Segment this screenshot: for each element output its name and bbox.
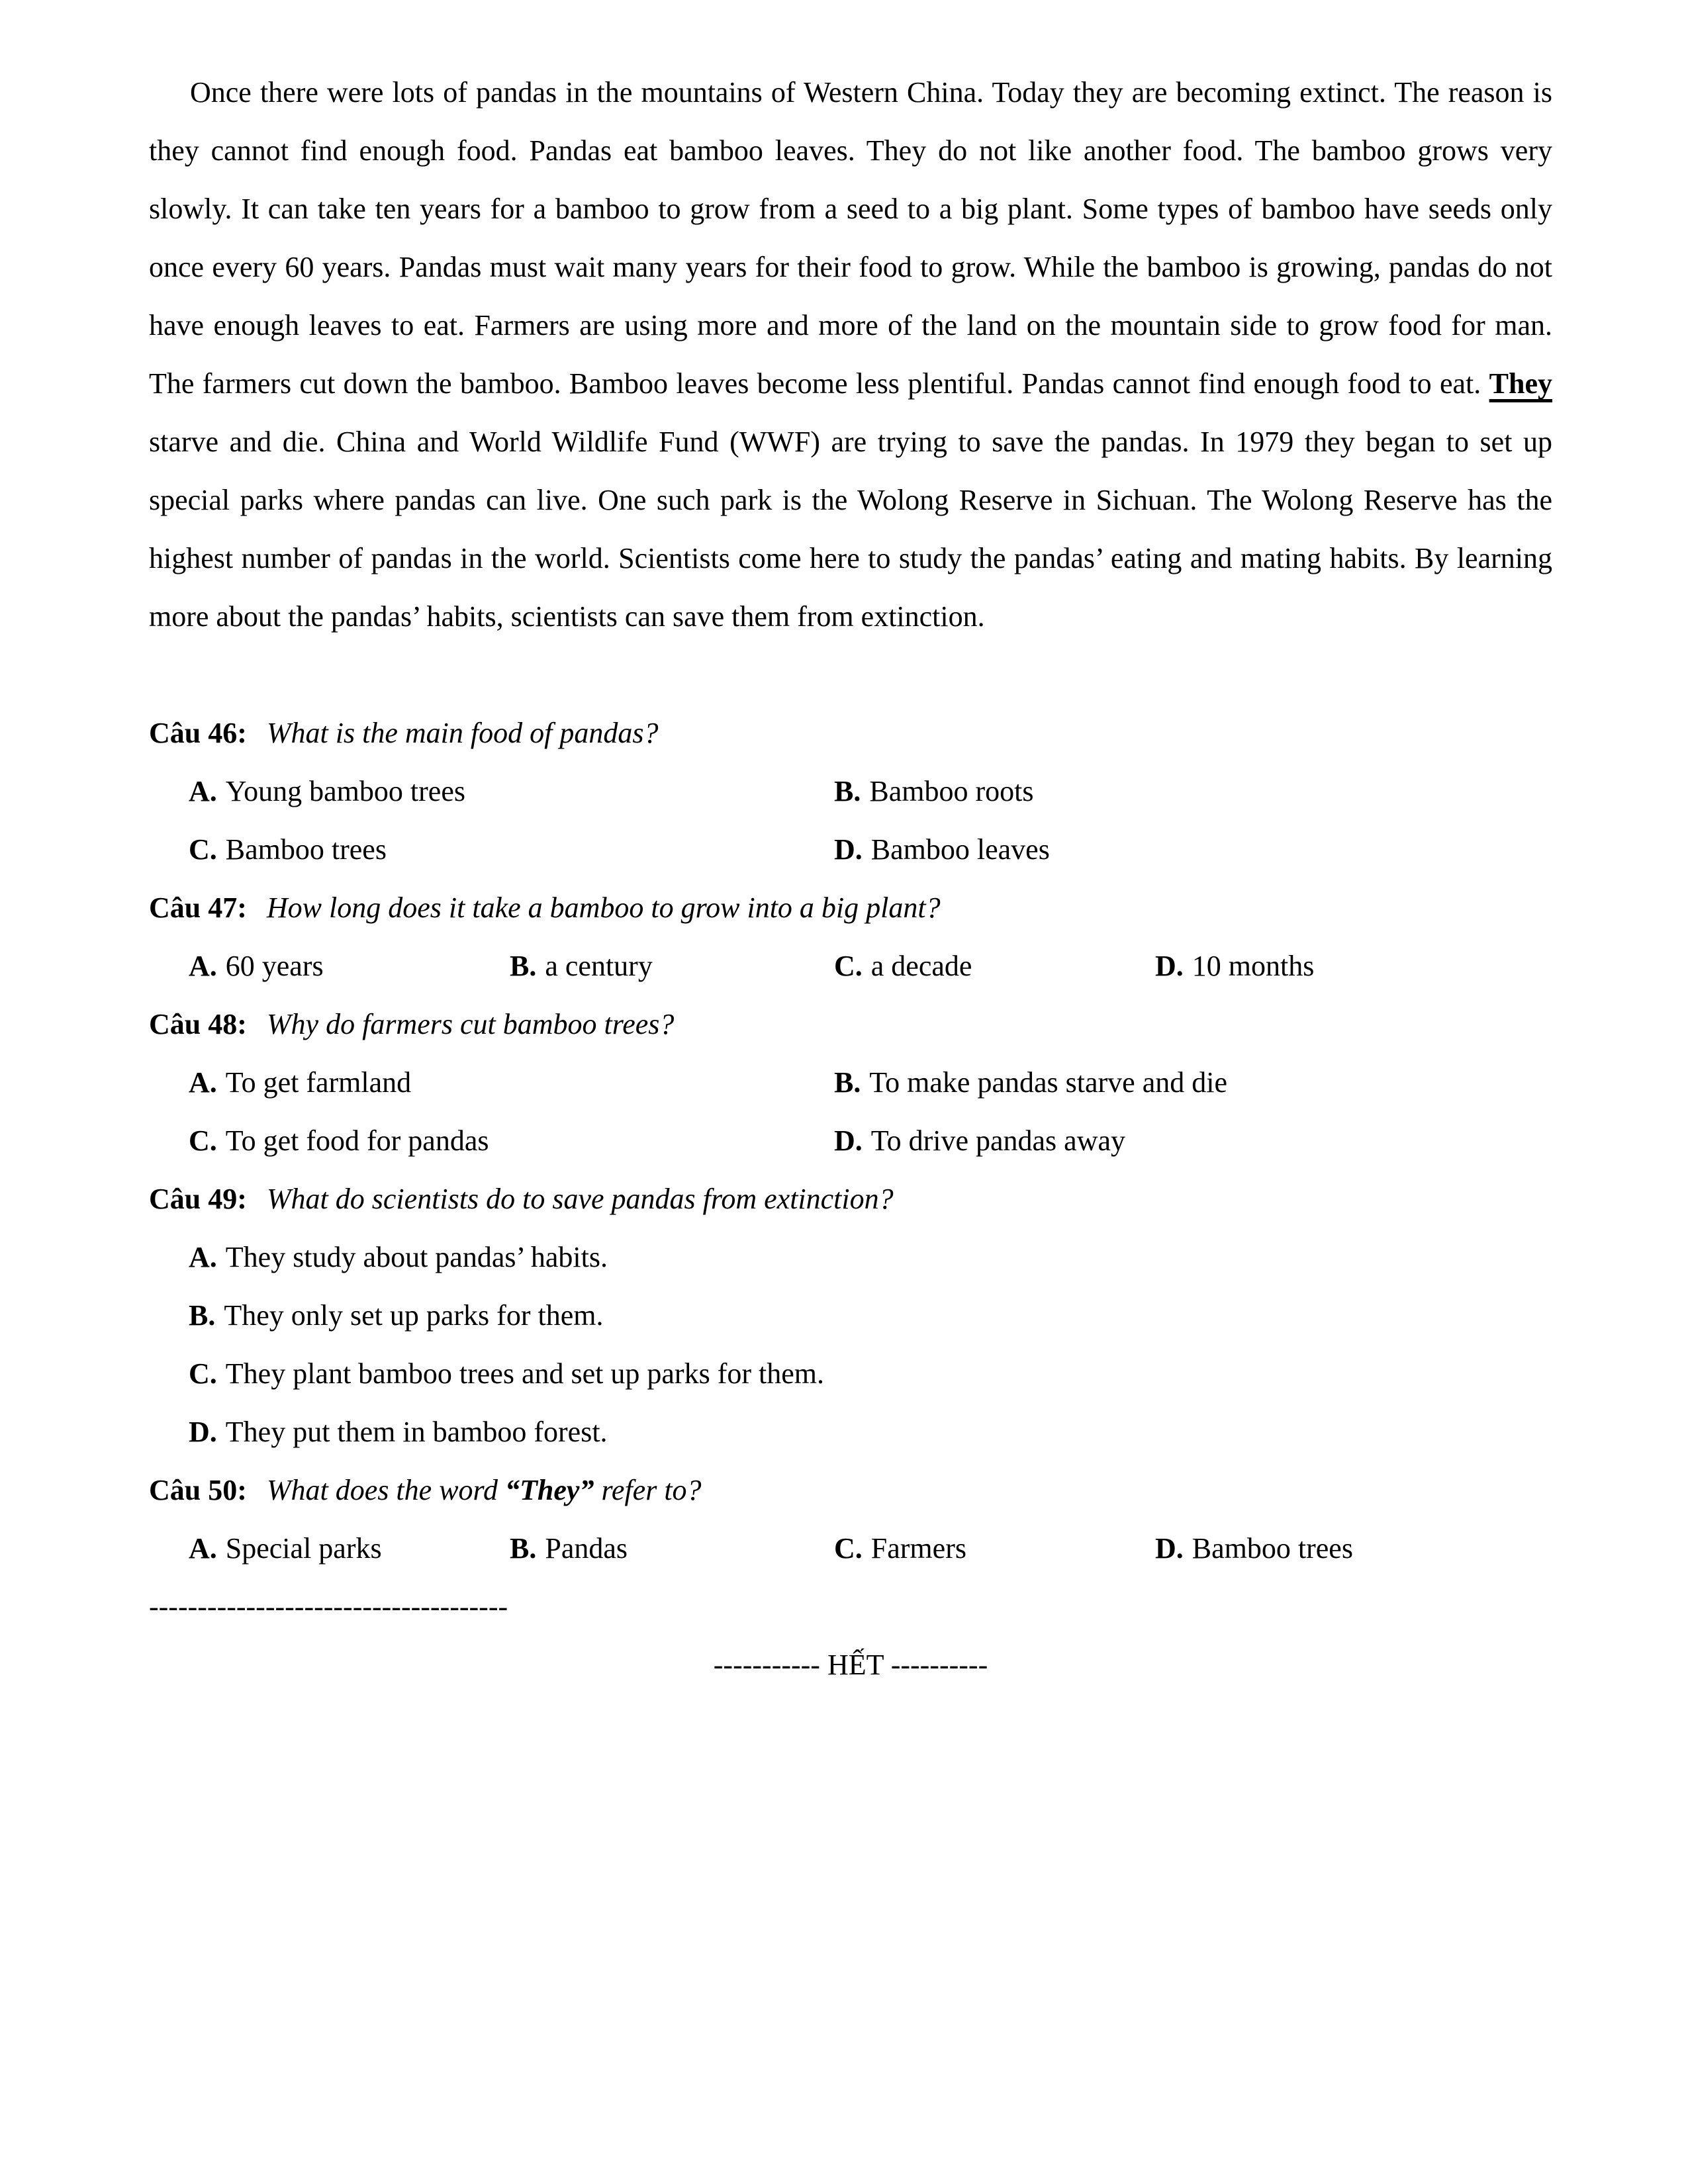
question-47-text: How long does it take a bamboo to grow into a big plant? [266,891,941,924]
option-49-c-letter: C. [189,1357,217,1390]
option-47-c-letter: C. [834,950,863,982]
option-48-a-letter: A. [189,1066,217,1099]
question-49-label: Câu 49: [149,1183,247,1215]
option-49-d-text: They put them in bamboo forest. [225,1416,608,1448]
question-46-label: Câu 46: [149,717,247,749]
option-50-d-letter: D. [1155,1532,1184,1565]
option-49-b-letter: B. [189,1299,216,1332]
question-50 [149,1461,1552,1520]
passage-highlight-they: They [1489,367,1552,400]
option-49-d-letter: D. [189,1416,217,1448]
option-47-a-text: 60 years [225,950,324,982]
option-48-d-letter: D. [834,1124,863,1157]
option-47-a [189,937,510,995]
option-50-d [1155,1520,1353,1578]
option-47-b [510,937,834,995]
option-47-c-text: a decade [870,950,972,982]
question-46-options-row-2 [149,821,1552,879]
option-50-c-letter: C. [834,1532,863,1565]
option-46-a-letter: A. [189,775,217,807]
question-49-option-d-row [149,1403,1552,1461]
question-50-text-after: refer to? [594,1474,702,1506]
end-of-test-line: ----------- HẾT ---------- [713,1649,988,1681]
question-50-label: Câu 50: [149,1474,247,1506]
passage-text-after: starve and die. China and World Wildlife Fund (WWF) are trying to save the pandas. In 1979 they began to set up special parks where pandas can live. One such park is the Wolong Reserve in Sichuan. The Wolong Reserve has the highest number of pandas in the world. Scientists come here to study the pandas’ eating and mating habits. By learning more about the pandas’ habits, scientists can save them from extinction. [149,426,1552,633]
question-48-options-row-1 [149,1054,1552,1112]
option-50-d-text: Bamboo trees [1192,1532,1353,1565]
option-50-a-letter: A. [189,1532,217,1565]
option-46-c [189,821,834,879]
option-48-c-letter: C. [189,1124,217,1157]
option-48-c [189,1112,834,1170]
question-49-option-a-row [149,1228,1552,1287]
option-50-b [510,1520,834,1578]
option-50-a-text: Special parks [225,1532,382,1565]
question-47-options-row-1 [149,937,1552,995]
option-50-b-letter: B. [510,1532,537,1565]
option-50-b-text: Pandas [545,1532,628,1565]
question-48 [149,995,1552,1054]
option-48-b-text: To make pandas starve and die [869,1066,1227,1099]
option-49-d [189,1403,608,1461]
question-48-text: Why do farmers cut bamboo trees? [266,1008,675,1040]
question-50-they-word: “They” [505,1474,594,1506]
option-48-a-text: To get farmland [225,1066,412,1099]
option-47-d-letter: D. [1155,950,1184,982]
question-50-text [267,1474,702,1506]
option-49-b [189,1287,603,1345]
option-47-b-letter: B. [510,950,537,982]
option-46-b-letter: B. [834,775,861,807]
question-48-label: Câu 48: [149,1008,247,1040]
option-50-c [834,1520,1155,1578]
option-46-b-text: Bamboo roots [869,775,1034,807]
option-50-a [189,1520,510,1578]
question-47 [149,879,1552,937]
option-47-a-letter: A. [189,950,217,982]
option-46-d-letter: D. [834,833,863,866]
question-46-options-row-1 [149,762,1552,821]
option-50-c-text: Farmers [870,1532,966,1565]
option-47-d [1155,937,1314,995]
option-47-b-text: a century [545,950,653,982]
option-49-b-text: They only set up parks for them. [224,1299,604,1332]
option-48-b-letter: B. [834,1066,861,1099]
option-48-d-text: To drive pandas away [870,1124,1126,1157]
question-49-text: What do scientists do to save pandas from extinction? [266,1183,894,1215]
question-50-text-before: What does the word [266,1474,506,1506]
question-46-text: What is the main food of pandas? [266,717,659,749]
option-49-c [189,1345,824,1403]
option-49-c-text: They plant bamboo trees and set up parks for them. [225,1357,824,1390]
question-49 [149,1170,1552,1228]
reading-passage [149,64,1552,646]
option-49-a-letter: A. [189,1241,217,1273]
question-47-label: Câu 47: [149,891,247,924]
option-49-a [189,1228,608,1287]
question-48-options-row-2 [149,1112,1552,1170]
option-47-c [834,937,1155,995]
option-46-a-text: Young bamboo trees [225,775,465,807]
option-46-d [834,821,1050,879]
option-46-d-text: Bamboo leaves [870,833,1050,866]
question-50-options-row-1 [149,1520,1552,1578]
option-49-a-text: They study about pandas’ habits. [225,1241,608,1273]
option-48-c-text: To get food for pandas [225,1124,489,1157]
question-49-option-b-row [149,1287,1552,1345]
option-47-d-text: 10 months [1192,950,1315,982]
option-46-c-letter: C. [189,833,217,866]
option-46-b [834,762,1033,821]
option-48-b [834,1054,1227,1112]
questions-section [149,704,1552,1694]
question-49-option-c-row [149,1345,1552,1403]
option-46-a [189,762,834,821]
separator-dashes: ------------------------------------- [149,1590,508,1623]
question-46 [149,704,1552,762]
option-48-d [834,1112,1125,1170]
option-46-c-text: Bamboo trees [225,833,387,866]
passage-text-before: Once there were lots of pandas in the mountains of Western China. Today they are becoming extinct. The reason is they cannot find enough food. Pandas eat bamboo leaves. They do not like another food. The bamboo grows very slowly. It can take ten years for a bamboo to grow from a seed to a big plant. Some types of bamboo have seeds only once every 60 years. Pandas must wait many years for their food to grow. While the bamboo is growing, pandas do not have enough leaves to eat. Farmers are using more and more of the land on the mountain side to grow food for man. The farmers cut down the bamboo. Bamboo leaves become less plentiful. Pandas cannot find enough food to eat. [149,76,1552,400]
option-48-a [189,1054,834,1112]
